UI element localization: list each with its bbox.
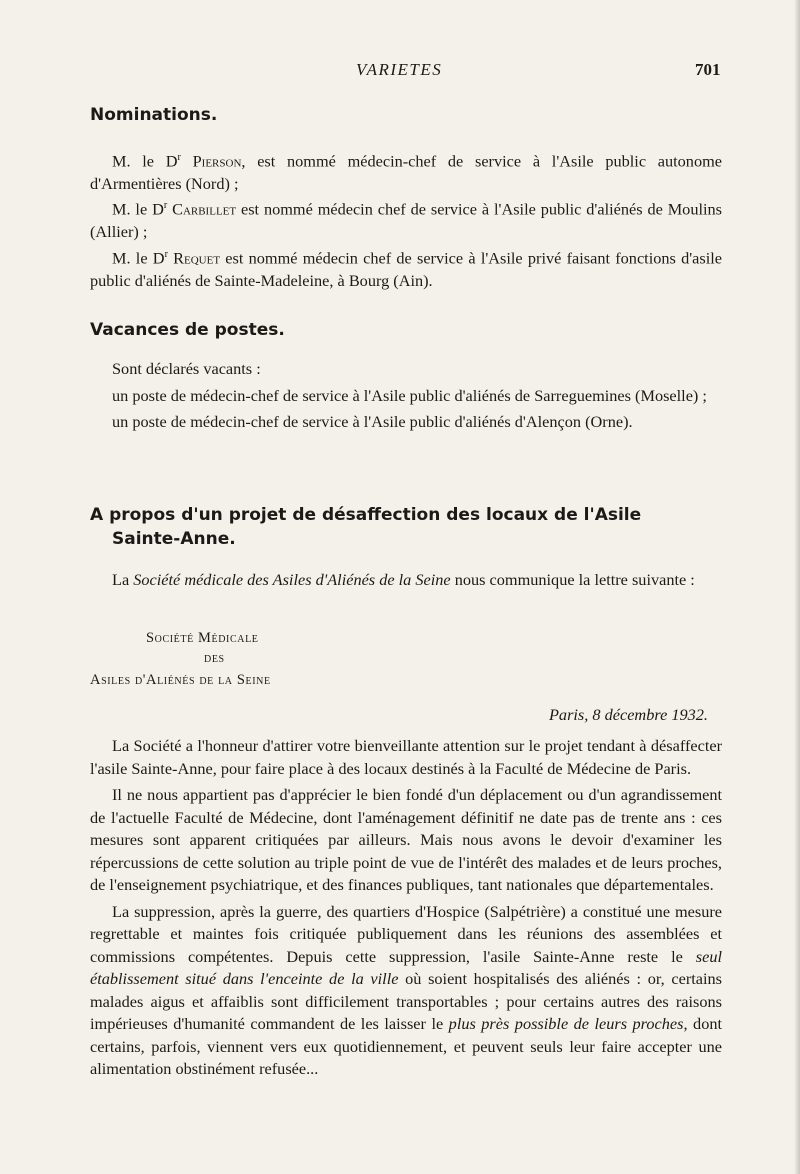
letterhead-line-3: Asiles d'Aliénés de la Seine — [90, 672, 271, 688]
vacances-heading: Vacances de postes. — [90, 320, 285, 340]
vacancy-item: un poste de médecin-chef de service à l'Asile public d'aliénés d'Alençon (Orne). — [112, 412, 633, 431]
letter-paragraph: La suppression, après la guerre, des quartiers d'Hospice (Salpétrière) a constitué une mesure regrettable et maintes fois critiquée publiquement dans les réunions des assemblées et commissions compétentes. Depuis cette suppression, l'asile Sainte-Anne reste le seul établissement situé dans l'enceinte de la ville où soient hospitalisés des aliénés : or, certains malades aigus et affaiblis sont difficilement transportables ; pour certains autres des raisons impérieuses d'humanité commandent de les laisser le plus près possible de leurs proches, dont certains, parfois, viennent vers eux quotidiennement, et peuvent seuls leur faire accepter une alimentation obstinément refusée... — [90, 901, 722, 1078]
running-header — [0, 60, 800, 84]
nominations-heading: Nominations. — [90, 105, 218, 125]
vacances-section — [90, 318, 722, 434]
propos-intro: La Société médicale des Asiles d'Aliénés de la Seine nous communique la lettre suivante : — [112, 570, 695, 589]
section-title: VARIETES — [356, 60, 443, 79]
page-edge-shadow — [794, 0, 800, 1174]
propos-heading: A propos d'un projet de désaffection des locaux de l'Asile Sainte-Anne. — [90, 505, 642, 549]
letter-date: Paris, 8 décembre 1932. — [548, 705, 708, 724]
page-number: 701 — [695, 60, 721, 79]
nomination-item: M. le $D^r$ Carbillet est nommé médecin chef de service à l'Asile public d'aliénés de Moulins (Allier) ; — [90, 199, 722, 242]
letterhead-line-2: des — [204, 650, 225, 666]
vacancy-item: un poste de médecin-chef de service à l'Asile public d'aliénés de Sarreguemines (Moselle) ; — [112, 385, 707, 405]
letter-paragraph: Il ne nous appartient pas d'apprécier le bien fondé d'un déplacement ou d'un agrandissement de l'actuelle Faculté de Médecine, dont l'aménagement définitif ne date pas de trente ans : ces mesures sont apparent critiquées par ailleurs. Mais nous avons le devoir d'examiner les répercussions de cette solution au triple point de vue de l'intérêt des malades et de leurs proches, de l'enseignement psychiatrique, et des finances publiques, tant nationales que départementales. — [90, 785, 722, 894]
nomination-item: M. le $D^r$ Requet est nommé médecin chef de service à l'Asile privé faisant fonctions d'asile public d'aliénés de Sainte-Madeleine, à Bourg (Ain). — [90, 248, 722, 290]
letterhead-line-1: Société Médicale — [146, 630, 259, 646]
vacances-intro: Sont déclarés vacants : — [112, 359, 261, 378]
nominations-section — [90, 103, 722, 292]
letter-paragraph: La Société a l'honneur d'attirer votre bienveillante attention sur le projet tendant à désaffecter l'asile Sainte-Anne, pour faire place à des locaux destinés à la Faculté de Médecine de Paris. — [90, 736, 722, 778]
nomination-item: M. le $D^r$ Pierson, est nommé médecin-chef de service à l'Asile public autonome d'Armentières (Nord) ; — [90, 151, 722, 193]
propos-section — [90, 503, 722, 592]
letter-body — [90, 735, 722, 1081]
